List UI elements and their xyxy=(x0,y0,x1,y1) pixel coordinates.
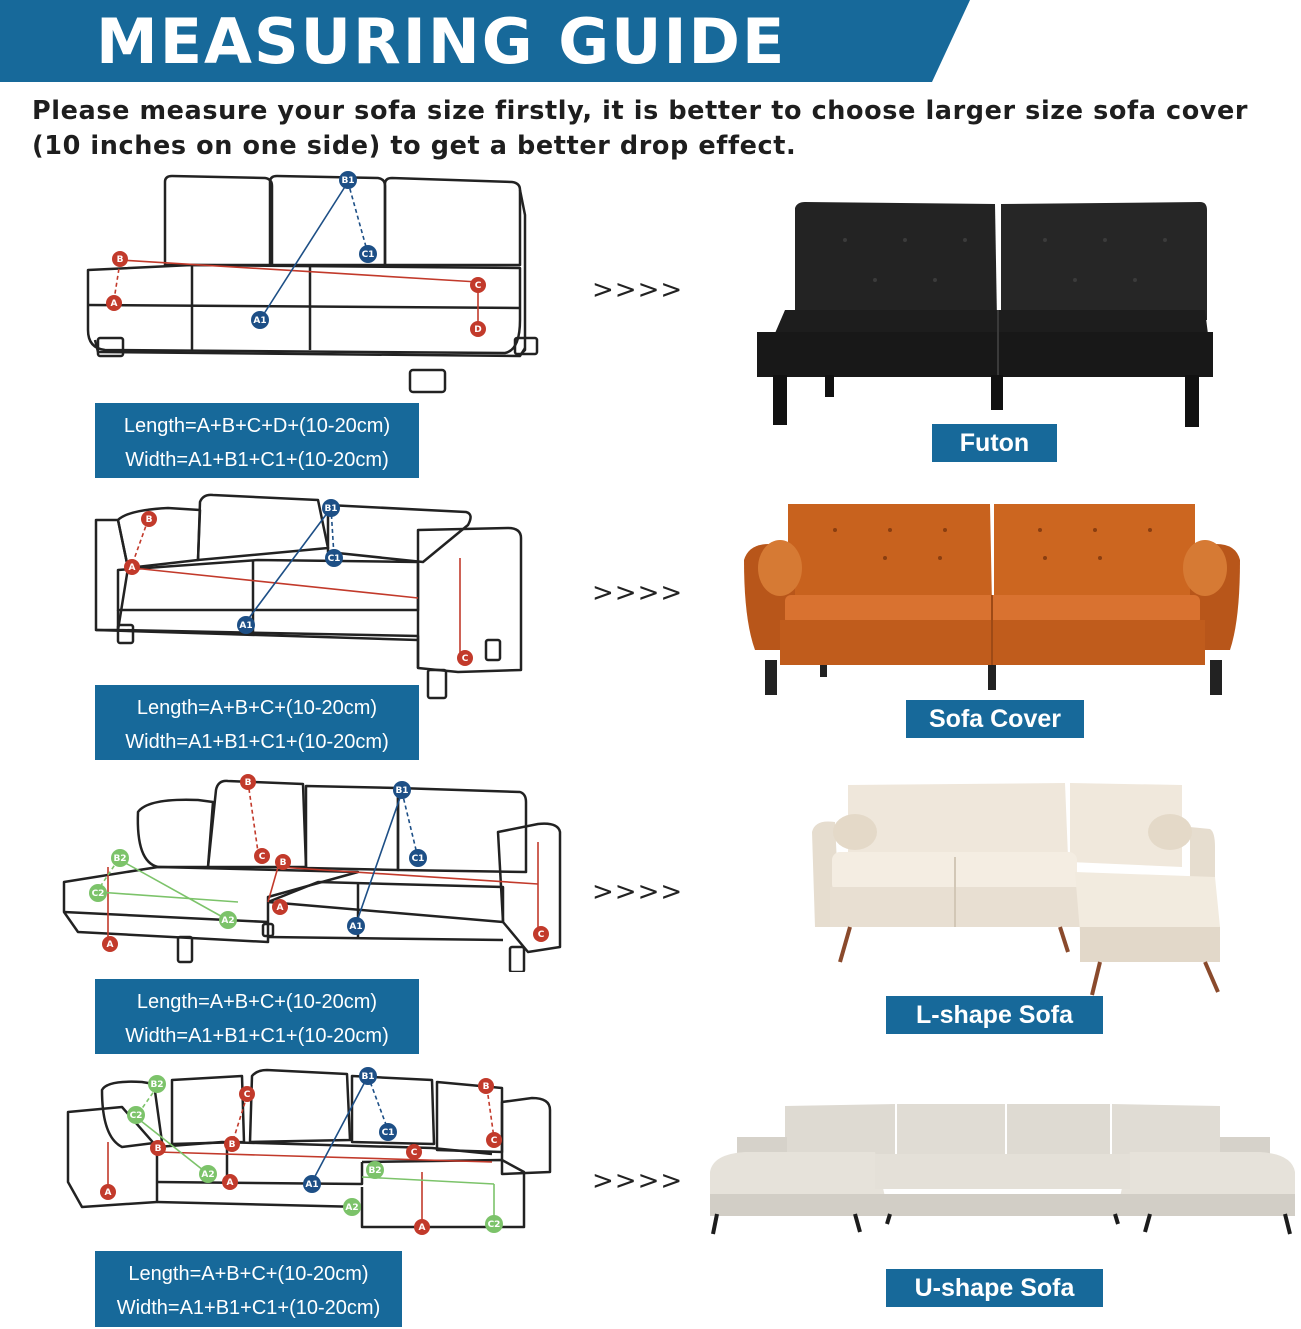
arrows: >>>> xyxy=(592,275,684,305)
svg-text:A2: A2 xyxy=(201,1170,215,1180)
intro-line-1: Please measure your sofa size firstly, it is better to choose larger size sofa cover xyxy=(32,96,1249,126)
intro-text xyxy=(32,94,1282,164)
formula-box xyxy=(95,403,419,478)
intro-line-2: (10 inches on one side) to get a better drop effect. xyxy=(32,131,797,161)
row-u-shape xyxy=(0,1062,1301,1329)
l-shape-sketch xyxy=(58,772,568,972)
arrows: >>>> xyxy=(592,578,684,608)
svg-text:B1: B1 xyxy=(361,1072,375,1082)
svg-text:C: C xyxy=(258,852,266,862)
svg-text:A: A xyxy=(226,1178,234,1188)
svg-text:C2: C2 xyxy=(129,1111,143,1121)
svg-text:A: A xyxy=(110,299,118,309)
svg-text:C1: C1 xyxy=(327,554,341,564)
sofa-type-label: L-shape Sofa xyxy=(886,996,1103,1034)
futon-markers xyxy=(106,171,486,337)
svg-text:B1: B1 xyxy=(324,504,338,514)
svg-text:A: A xyxy=(104,1188,112,1198)
svg-text:B: B xyxy=(116,255,124,265)
length-formula: Length=A+B+C+(10-20cm) xyxy=(136,697,378,719)
svg-text:C: C xyxy=(461,654,469,664)
header-banner xyxy=(0,0,970,82)
svg-text:B2: B2 xyxy=(150,1080,164,1090)
svg-text:B1: B1 xyxy=(395,786,409,796)
row-futon xyxy=(0,170,1301,480)
svg-text:C: C xyxy=(243,1090,251,1100)
svg-text:A1: A1 xyxy=(239,621,253,631)
u-shape-photo xyxy=(705,1102,1300,1237)
svg-text:D: D xyxy=(474,325,482,335)
svg-text:C1: C1 xyxy=(381,1128,395,1138)
svg-text:A1: A1 xyxy=(349,922,363,932)
svg-text:C: C xyxy=(490,1136,498,1146)
svg-text:A: A xyxy=(106,940,114,950)
svg-text:C2: C2 xyxy=(487,1220,501,1230)
svg-text:A2: A2 xyxy=(221,916,235,926)
svg-text:A1: A1 xyxy=(253,316,267,326)
svg-text:B1: B1 xyxy=(341,176,355,186)
svg-text:C: C xyxy=(474,281,482,291)
futon-photo xyxy=(755,200,1215,435)
svg-text:A2: A2 xyxy=(345,1203,359,1213)
width-formula: Width=A1+B1+C1+(10-20cm) xyxy=(125,731,389,753)
sofa-cover-sketch xyxy=(88,490,528,705)
svg-text:B: B xyxy=(228,1140,236,1150)
width-formula: Width=A1+B1+C1+(10-20cm) xyxy=(116,1297,381,1319)
length-formula: Length=A+B+C+D+(10-20cm) xyxy=(123,415,391,437)
row-l-shape xyxy=(0,772,1301,1057)
width-formula: Width=A1+B1+C1+(10-20cm) xyxy=(125,1025,389,1047)
l-shape-markers xyxy=(89,774,549,952)
arrows: >>>> xyxy=(592,877,684,907)
sofa-type-label: Futon xyxy=(932,424,1057,462)
u-shape-sketch xyxy=(62,1062,557,1237)
futon-sketch xyxy=(80,170,550,395)
formula-box xyxy=(95,1251,402,1327)
sofa-cover-photo xyxy=(740,500,1245,695)
sofa-type-label: U-shape Sofa xyxy=(886,1269,1103,1307)
svg-text:C1: C1 xyxy=(411,854,425,864)
svg-text:C1: C1 xyxy=(361,250,375,260)
length-formula: Length=A+B+C+(10-20cm) xyxy=(128,1263,369,1285)
svg-text:B: B xyxy=(482,1082,490,1092)
svg-text:B: B xyxy=(154,1144,162,1154)
formula-box xyxy=(95,979,419,1054)
svg-text:B: B xyxy=(244,778,252,788)
svg-text:B2: B2 xyxy=(368,1166,382,1176)
svg-text:A1: A1 xyxy=(305,1180,319,1190)
svg-text:A: A xyxy=(418,1223,426,1233)
row-sofa-cover xyxy=(0,490,1301,765)
svg-text:B: B xyxy=(145,515,153,525)
sofa-type-label: Sofa Cover xyxy=(906,700,1084,738)
svg-text:C: C xyxy=(537,930,545,940)
arrows: >>>> xyxy=(592,1166,684,1196)
length-formula: Length=A+B+C+(10-20cm) xyxy=(136,991,378,1013)
page-title: MEASURING GUIDE xyxy=(96,5,787,78)
svg-text:C2: C2 xyxy=(91,889,105,899)
svg-text:A: A xyxy=(128,563,136,573)
width-formula: Width=A1+B1+C1+(10-20cm) xyxy=(125,449,389,471)
l-shape-photo xyxy=(810,777,1225,997)
svg-text:C: C xyxy=(410,1148,418,1158)
svg-text:A: A xyxy=(276,903,284,913)
svg-text:B2: B2 xyxy=(113,854,127,864)
formula-box xyxy=(95,685,419,760)
svg-text:B: B xyxy=(279,858,287,868)
sofa-cover-markers xyxy=(124,499,473,666)
